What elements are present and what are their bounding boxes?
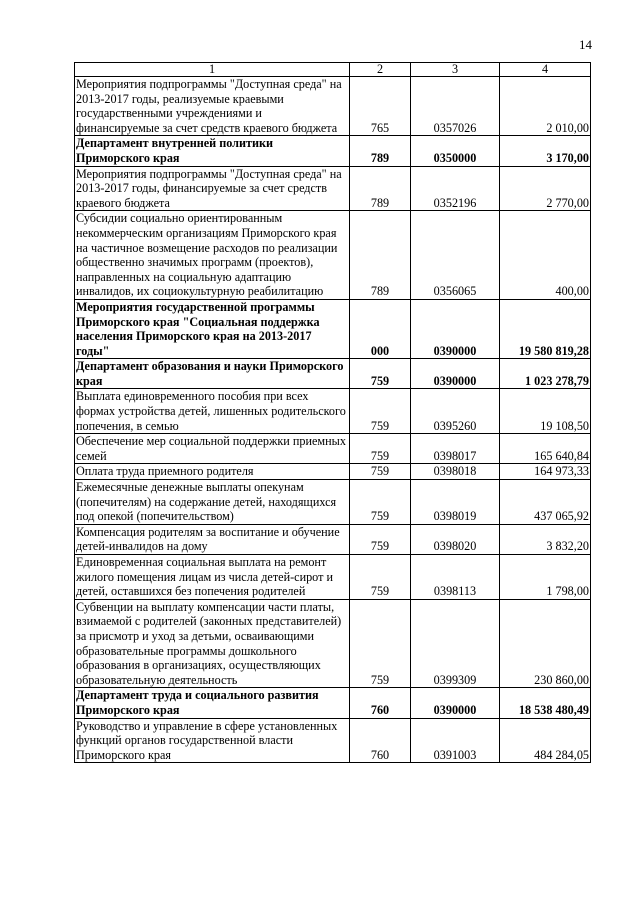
- row-department-code: 759: [350, 434, 411, 464]
- row-amount: 19 580 819,28: [500, 299, 591, 358]
- row-target-code: 0391003: [411, 718, 500, 763]
- table-row: [75, 166, 591, 211]
- row-target-code: 0398020: [411, 524, 500, 554]
- row-department-code: 789: [350, 166, 411, 211]
- row-department-code: 759: [350, 599, 411, 688]
- row-department-code: 759: [350, 480, 411, 525]
- row-name: Департамент образования и науки Приморского края: [75, 359, 350, 389]
- table-row: [75, 555, 591, 600]
- header-cell-1: 1: [75, 63, 350, 77]
- row-name: Ежемесячные денежные выплаты опекунам (попечителям) на содержание детей, находящихся под опекой (попечительством): [75, 480, 350, 525]
- row-department-code: 760: [350, 688, 411, 718]
- row-name: Мероприятия подпрограммы "Доступная среда" на 2013-2017 годы, реализуемые краевыми государственными учреждениями и финансируемые за счет средств краевого бюджета: [75, 77, 350, 136]
- table-row: [75, 718, 591, 763]
- row-amount: 1 798,00: [500, 555, 591, 600]
- table-row: [75, 77, 591, 136]
- row-target-code: 0398018: [411, 464, 500, 480]
- row-department-code: 759: [350, 555, 411, 600]
- row-name: Компенсация родителям за воспитание и обучение детей-инвалидов на дому: [75, 524, 350, 554]
- row-target-code: 0356065: [411, 211, 500, 300]
- table-row: [75, 299, 591, 358]
- row-amount: 3 832,20: [500, 524, 591, 554]
- row-name: Оплата труда приемного родителя: [75, 464, 350, 480]
- row-target-code: 0390000: [411, 299, 500, 358]
- row-target-code: 0352196: [411, 166, 500, 211]
- table-row: [75, 480, 591, 525]
- table-row: [75, 688, 591, 718]
- row-target-code: 0398019: [411, 480, 500, 525]
- table-row: [75, 464, 591, 480]
- row-target-code: 0399309: [411, 599, 500, 688]
- row-target-code: 0398113: [411, 555, 500, 600]
- table-row: [75, 599, 591, 688]
- row-name: Руководство и управление в сфере установленных функций органов государственной власти Приморского края: [75, 718, 350, 763]
- row-target-code: 0350000: [411, 136, 500, 166]
- row-target-code: 0390000: [411, 359, 500, 389]
- row-target-code: 0357026: [411, 77, 500, 136]
- row-department-code: 789: [350, 211, 411, 300]
- row-amount: 437 065,92: [500, 480, 591, 525]
- row-name: Субсидии социально ориентированным некоммерческим организациям Приморского края на частичное возмещение расходов по реализации общественно значимых программ (проектов), направленных на социальную адаптацию инвалидов, их социокультурную реабилитацию: [75, 211, 350, 300]
- row-amount: 165 640,84: [500, 434, 591, 464]
- row-amount: 400,00: [500, 211, 591, 300]
- row-target-code: 0390000: [411, 688, 500, 718]
- row-name: Обеспечение мер социальной поддержки приемных семей: [75, 434, 350, 464]
- row-department-code: 000: [350, 299, 411, 358]
- table-header-row: [75, 63, 591, 77]
- row-department-code: 759: [350, 524, 411, 554]
- row-target-code: 0395260: [411, 389, 500, 434]
- table-row: [75, 211, 591, 300]
- row-amount: 3 170,00: [500, 136, 591, 166]
- table-row: [75, 524, 591, 554]
- table-row: [75, 389, 591, 434]
- row-name: Субвенции на выплату компенсации части платы, взимаемой с родителей (законных представителей) за присмотр и уход за детьми, осваивающими образовательные программы дошкольного образования в организациях, осуществляющих образовательную деятельность: [75, 599, 350, 688]
- row-amount: 484 284,05: [500, 718, 591, 763]
- row-name: Департамент внутренней политики Приморского края: [75, 136, 350, 166]
- row-department-code: 759: [350, 464, 411, 480]
- row-name: Мероприятия государственной программы Приморского края "Социальная поддержка населения Приморского края на 2013-2017 годы": [75, 299, 350, 358]
- row-name: Мероприятия подпрограммы "Доступная среда" на 2013-2017 годы, финансируемые за счет средств краевого бюджета: [75, 166, 350, 211]
- table-row: [75, 136, 591, 166]
- row-amount: 164 973,33: [500, 464, 591, 480]
- header-cell-2: 2: [350, 63, 411, 77]
- row-amount: 1 023 278,79: [500, 359, 591, 389]
- row-name: Выплата единовременного пособия при всех формах устройства детей, лишенных родительского попечения, в семью: [75, 389, 350, 434]
- row-target-code: 0398017: [411, 434, 500, 464]
- row-amount: 2 770,00: [500, 166, 591, 211]
- row-name: Единовременная социальная выплата на ремонт жилого помещения лицам из числа детей-сирот и детей, оставшихся без попечения родителей: [75, 555, 350, 600]
- header-cell-3: 3: [411, 63, 500, 77]
- row-department-code: 759: [350, 359, 411, 389]
- row-name: Департамент труда и социального развития Приморского края: [75, 688, 350, 718]
- row-department-code: 765: [350, 77, 411, 136]
- row-amount: 18 538 480,49: [500, 688, 591, 718]
- header-cell-4: 4: [500, 63, 591, 77]
- row-amount: 2 010,00: [500, 77, 591, 136]
- row-department-code: 789: [350, 136, 411, 166]
- row-amount: 230 860,00: [500, 599, 591, 688]
- page-number: 14: [579, 37, 592, 52]
- row-department-code: 759: [350, 389, 411, 434]
- table-row: [75, 359, 591, 389]
- row-department-code: 760: [350, 718, 411, 763]
- table-row: [75, 434, 591, 464]
- row-amount: 19 108,50: [500, 389, 591, 434]
- budget-table: [74, 62, 591, 763]
